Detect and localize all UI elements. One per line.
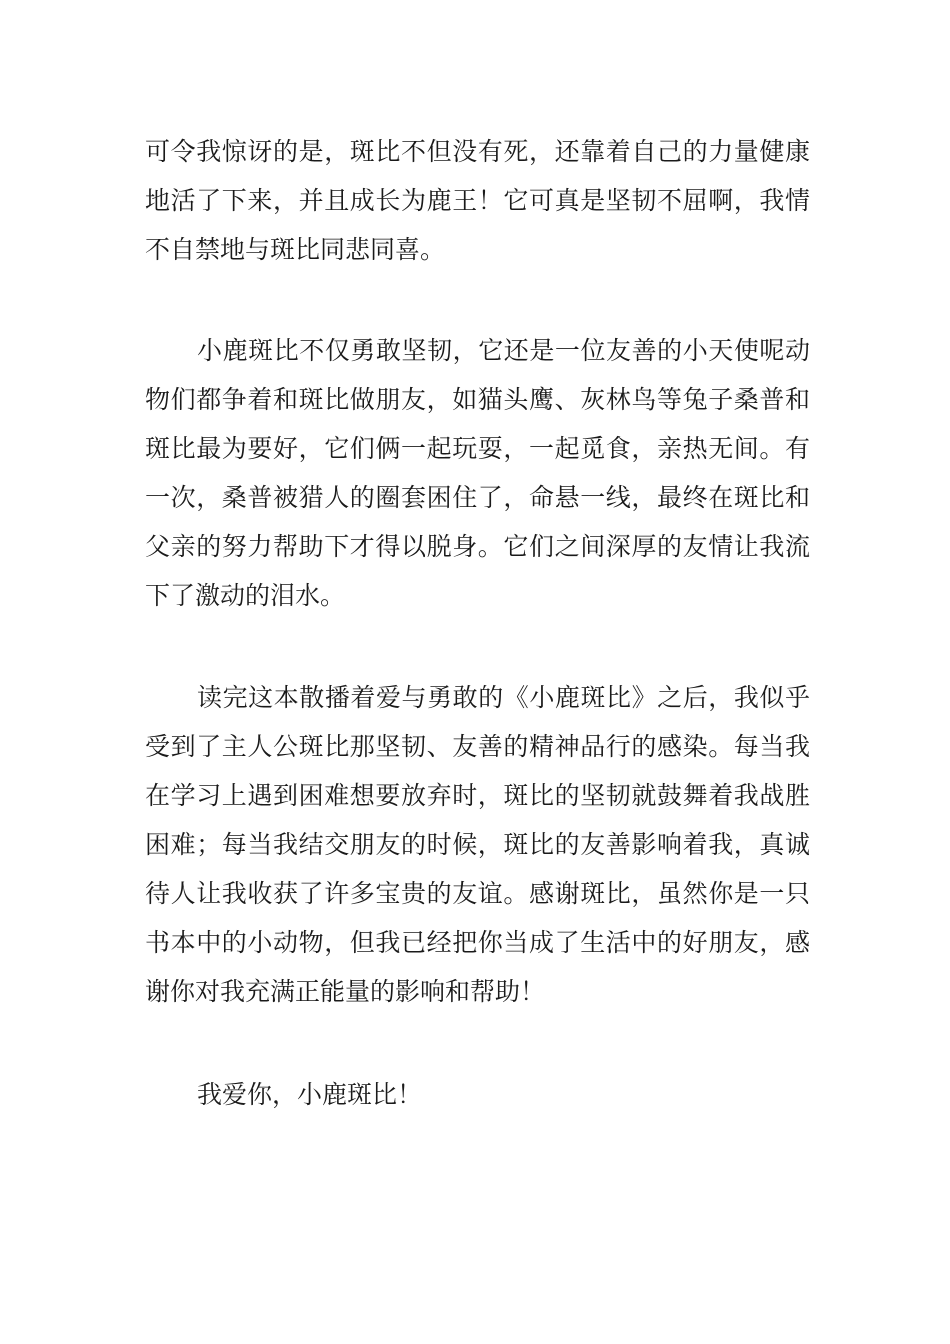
- paragraph-2: 小鹿斑比不仅勇敢坚韧，它还是一位友善的小天使呢动物们都争着和斑比做朋友，如猫头鹰、灰林鸟等兔子桑普和斑比最为要好，它们俩一起玩耍，一起觅食，亲热无间。有一次，桑普被猎人的圈套困住了，命悬一线，最终在斑比和父亲的努力帮助下才得以脱身。它们之间深厚的友情让我流下了激动的泪水。: [145, 336, 810, 610]
- paragraph-4: 我爱你，小鹿斑比！: [197, 1080, 423, 1109]
- paragraph-3: 读完这本散播着爱与勇敢的《小鹿斑比》之后，我似乎受到了主人公斑比那坚韧、友善的精神品行的感染。每当我在学习上遇到困难想要放弃时，斑比的坚韧就鼓舞着我战胜困难；每当我结交朋友的时候，斑比的友善影响着我，真诚待人让我收获了许多宝贵的友谊。感谢斑比，虽然你是一只书本中的小动物，但我已经把你当成了生活中的好朋友，感谢你对我充满正能量的影响和帮助！: [145, 683, 810, 1006]
- paragraph-1: 可令我惊讶的是，斑比不但没有死，还靠着自己的力量健康地活了下来，并且成长为鹿王！它可真是坚韧不屈啊，我情不自禁地与斑比同悲同喜。: [145, 137, 810, 264]
